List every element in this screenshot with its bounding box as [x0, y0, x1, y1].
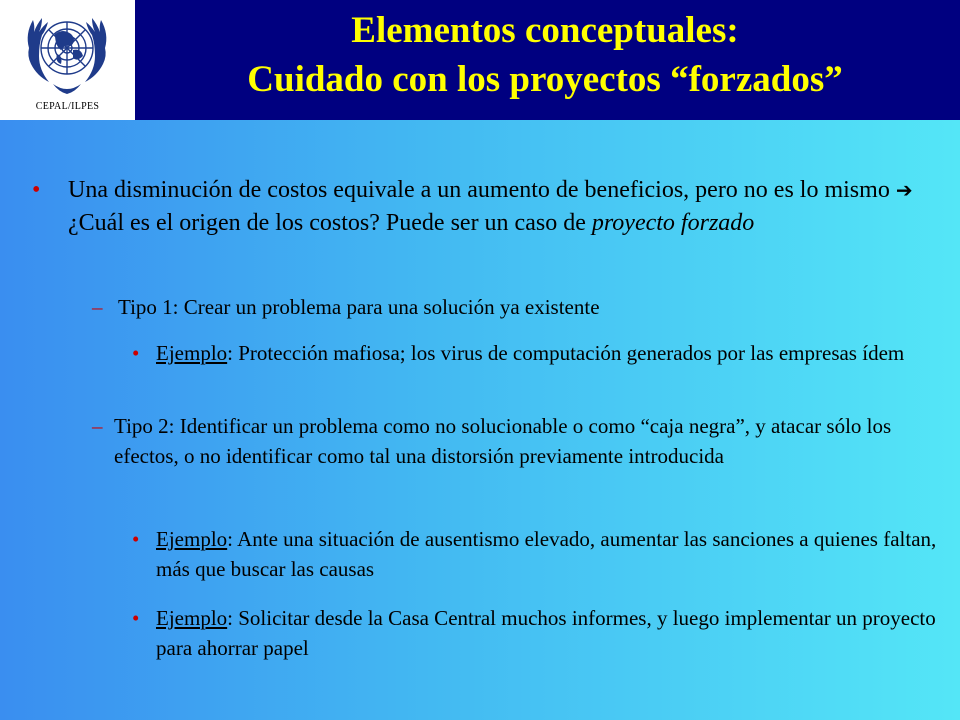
tipo1-text: Tipo 1: Crear un problema para una solución ya existente: [118, 295, 600, 319]
tipo2-text: Tipo 2: Identificar un problema como no solucionable o como “caja negra”, y atacar sólo los efectos, o no identificar como tal una distorsión previamente introducida: [114, 414, 892, 468]
header-bar: [0, 0, 960, 120]
logo-caption: CEPAL/ILPES: [35, 101, 100, 112]
bullet-marker: •: [132, 341, 140, 365]
main-bullet-italic: proyecto forzado: [591, 210, 755, 236]
tipo1-item: [92, 292, 952, 322]
tipo2-item: [92, 411, 952, 471]
arrow-right-icon: ➔: [895, 178, 913, 202]
example-body: : Ante una situación de ausentismo elevado, aumentar las sanciones a quienes faltan, más que buscar las causas: [156, 527, 937, 581]
tipo2-example-2: [132, 603, 947, 663]
example-text: [156, 603, 947, 663]
example-label: Ejemplo: [156, 527, 228, 551]
bullet-marker: •: [32, 177, 41, 203]
title-line-2: Cuidado con los proyectos “forzados”: [247, 59, 843, 100]
slide-title: [140, 6, 950, 104]
tipo2-example-1: [132, 524, 947, 584]
example-text: [156, 524, 947, 584]
tipo1-example: [132, 338, 947, 368]
example-label: Ejemplo: [156, 341, 228, 365]
bullet-marker: •: [132, 527, 140, 551]
example-body: : Solicitar desde la Casa Central muchos informes, y luego implementar un proyecto para ahorrar papel: [156, 606, 936, 660]
dash-marker: –: [92, 414, 103, 438]
example-text: [156, 338, 947, 368]
bullet-marker: •: [132, 606, 140, 630]
example-label: Ejemplo: [156, 606, 228, 630]
main-bullet-text-b: ¿Cuál es el origen de los costos? Puede ser un caso de: [68, 210, 592, 236]
logo-box: [0, 0, 135, 120]
main-bullet-text: [68, 174, 947, 240]
title-line-1: Elementos conceptuales:: [351, 10, 739, 51]
main-bullet-text-a: Una disminución de costos equivale a un aumento de beneficios, pero no es lo mismo: [68, 177, 896, 203]
dash-marker: –: [92, 295, 103, 319]
main-bullet: [32, 174, 947, 240]
example-body: : Protección mafiosa; los virus de computación generados por las empresas ídem: [227, 341, 905, 365]
un-emblem-icon: [15, 4, 120, 102]
